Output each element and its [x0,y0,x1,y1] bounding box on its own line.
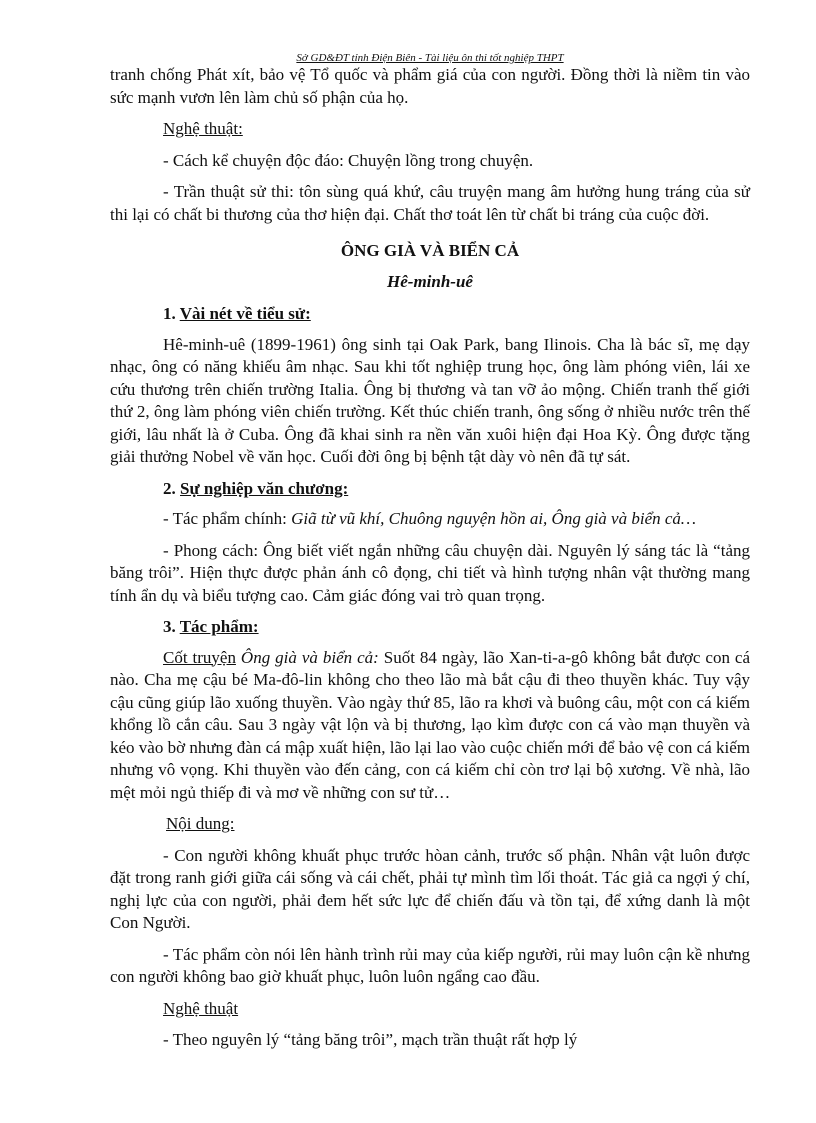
art-label-1 [110,118,750,141]
plot-text: Suốt 84 ngày, lão Xan-ti-a-gô không bắt được con cá nào. Cha mẹ cậu bé Ma-đô-lin không cho theo lão mà bắt cậu đi theo thuyền khác. Tuy vậy cậu cũng giúp lão xuống thuyền. Vào ngày thứ 85, lão ra khơi và buông câu, một con cá kiếm khổng lồ cắn câu. Sau 3 ngày vật lộn và bị thương, lạo kìm được con cá vào mạn thuyền và kéo vào bờ nhưng đàn cá mập xuất hiện, lão lại lao vào cuộc chiến mới để bảo vệ con cá kiếm nhưng vô vọng. Khi thuyền vào đến cảng, con cá kiếm chỉ còn trơ lại bộ xương. Về nhà, lão mệt mỏi ngủ thiếp đi và mơ về những con sư tử… [110,647,750,802]
section-1-title: Vài nét về tiểu sử: [179,304,311,323]
style-paragraph: - Phong cách: Ông biết viết ngắn những câu chuyện dài. Nguyên lý sáng tác là “tảng băng trôi”. Hiện thực được phản ánh cô đọng, chi tiết và hình tượng nhân vật thường mang tính ẩn dụ và biểu tượng cao. Cảm giác đóng vai trò quan trọng. [110,540,750,605]
art-point-1a: - Cách kể chuyện độc đáo: Chuyện lồng trong chuyện. [163,150,534,170]
main-works-prefix: - Tác phẩm chính: [163,509,292,528]
content-point-a: - Con người không khuất phục trước hòan cảnh, trước số phận. Nhân vật luôn được đặt trong ranh giới giữa cái sống và cái chết, phải tự mình tìm lối thoát. Tác giả ca ngợi ý chí, nghị lực của con người, phải đem hết sức lực để chiến đấu và tồn tại, để xứng danh là một Con Người. [110,845,750,932]
content-label [110,813,750,836]
content-point-b: - Tác phẩm còn nói lên hành trình rủi may của kiếp người, rủi may luôn cận kề nhưng con người không bao giờ khuất phục, luôn luôn ngẩng cao đầu. [110,944,750,986]
section-3-heading [110,616,750,639]
plot-work-title: Ông già và biển cả: [240,647,379,667]
section-2-title: Sự nghiệp văn chương: [180,478,349,498]
section-2-heading [110,478,750,501]
content-label-text: Nội dung: [166,814,235,833]
art-point-1b: - Trần thuật sử thi: tôn sùng quá khứ, câu truyện mang âm hưởng hung tráng của sử thi lại có chất bi thương của thơ hiện đại. Chất thơ toát lên từ chất bi tráng của cuộc đời. [110,182,750,224]
art-label-2 [110,998,750,1021]
biography-paragraph: Hê-minh-uê (1899-1961) ông sinh tại Oak Park, bang Ilinois. Cha là bác sĩ, mẹ dạy nhạc, ông có năng khiếu âm nhạc. Sau khi tốt nghiệp trung học, ông làm phóng viên, lái xe cứu thương trên chiến trường Italia. Ông bị thương và tan vỡ ảo mộng. Chiến tranh thế giới thứ 2, ông làm phóng viên chiến trường. Kết thúc chiến tranh, ông sống ở nhiều nước trên thế giới, lâu nhất là ở Cuba. Ông đã khai sinh ra nền văn xuôi hiện đại Hoa Kỳ. Ông được tặng giải thưởng Nobel về văn học. Cuối đời ông bị bệnh tật dày vò nên đã tự sát. [110,334,750,466]
work-author: Hê-minh-uê [387,271,473,291]
art-label-1-text: Nghệ thuật: [163,119,243,138]
plot-label: Cốt truyện [163,647,236,667]
section-1-heading [110,303,750,326]
paragraph-continuation: tranh chống Phát xít, bảo vệ Tổ quốc và phẩm giá của con người. Đồng thời là niềm tin vào sức mạnh vươn lên làm chủ số phận của họ. [110,65,750,107]
section-2-number: 2. [163,478,176,498]
main-works-list: Giã từ vũ khí, Chuông nguyện hồn ai, Ông già và biển cả… [291,509,697,528]
main-works-paragraph [110,508,750,531]
art-point-2a: - Theo nguyên lý “tảng băng trôi”, mạch trần thuật rất hợp lý [163,1030,578,1049]
section-1-number: 1. [163,304,176,323]
document-body [110,64,750,1061]
section-3-number: 3. [163,617,176,636]
plot-paragraph [110,647,750,805]
page-header: Sở GD&ĐT tỉnh Điện Biên - Tài liệu ôn thi tốt nghiệp THPT [296,52,564,64]
work-title: ÔNG GIÀ VÀ BIỂN CẢ [340,241,520,260]
art-label-2-text: Nghệ thuật [163,998,239,1018]
section-3-title: Tác phẩm: [179,617,259,636]
